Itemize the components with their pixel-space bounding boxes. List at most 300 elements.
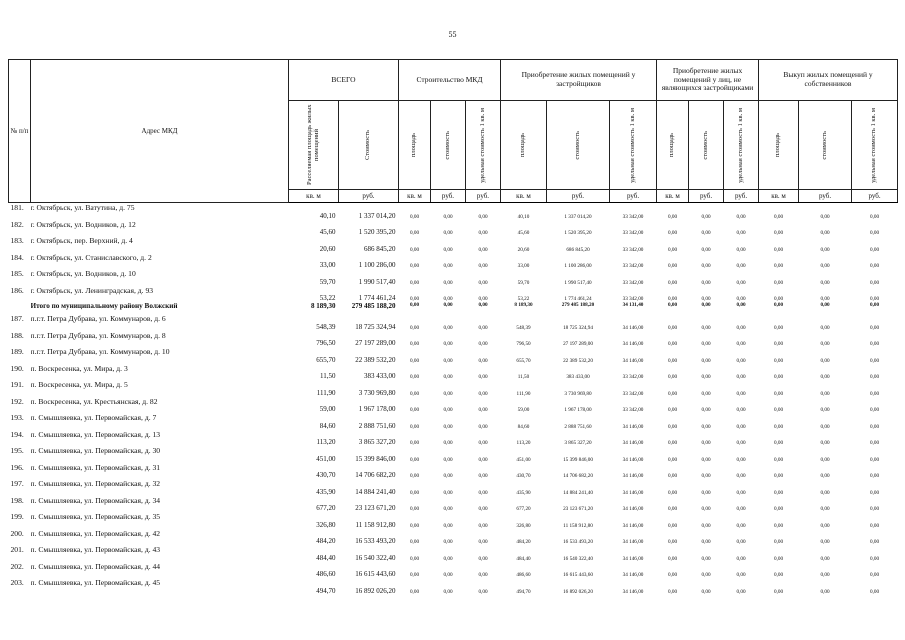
table-row: [9, 397, 898, 414]
value-cell: 0,00: [701, 588, 711, 595]
value-cell: 2 888 751,60: [358, 421, 396, 430]
value-cell: 3 865 327,20: [358, 438, 396, 446]
table-row: [9, 347, 898, 364]
value-cell: 0,00: [869, 341, 880, 347]
subheader-cell: стоимость: [799, 101, 852, 190]
row-number: 199.: [10, 512, 24, 521]
value-cell: 0,00: [869, 246, 880, 253]
value-cell: 0,00: [736, 489, 746, 496]
value-cell: 0,00: [869, 539, 880, 545]
value-cell: 0,00: [736, 263, 746, 269]
value-cell: 494,70: [316, 586, 336, 595]
value-cell: 34 146,00: [622, 423, 644, 430]
value-cell: 0,00: [701, 246, 711, 253]
value-cell: 0,00: [667, 572, 678, 578]
value-cell: 0,00: [773, 572, 784, 578]
value-cell: 1 990 517,40: [358, 277, 396, 286]
value-cell: 0,00: [773, 555, 784, 562]
unit-cell: руб.: [724, 190, 759, 203]
value-cell: 0,00: [773, 341, 784, 347]
row-number: 200.: [10, 528, 24, 538]
address-cell: п.г.т. Петра Дубрава, ул. Коммунаров, д. 6: [30, 314, 166, 323]
table-row: [9, 562, 898, 579]
table-row: [9, 253, 898, 270]
value-cell: 0,00: [820, 302, 830, 308]
value-cell: 0,00: [773, 588, 784, 595]
address-cell: п. Смышляевка, ул. Первомайская, д. 31: [30, 462, 161, 472]
value-cell: 0,00: [667, 506, 678, 512]
value-cell: 11,50: [517, 374, 530, 380]
value-cell: 0,00: [869, 407, 880, 413]
value-cell: 0,00: [820, 440, 830, 446]
value-cell: 0,00: [443, 279, 453, 286]
value-cell: 0,00: [701, 357, 711, 364]
value-cell: 0,00: [443, 357, 453, 364]
value-cell: 0,00: [443, 456, 453, 463]
value-cell: 59,70: [319, 277, 336, 286]
value-cell: 0,00: [773, 357, 784, 364]
table-row: [9, 545, 898, 562]
address-cell: г. Октябрьск, ул. Ленинградская, д. 93: [30, 285, 154, 295]
value-cell: 14 884 241,40: [355, 487, 396, 496]
value-cell: 34 146,00: [622, 456, 644, 463]
value-cell: 0,00: [409, 588, 420, 595]
row-number: 192.: [10, 396, 24, 406]
value-cell: 34 146,00: [622, 555, 644, 562]
row-number: 183.: [10, 236, 24, 245]
value-cell: 0,00: [773, 489, 784, 496]
unit-cell: руб.: [466, 190, 501, 203]
table-row: [9, 578, 898, 595]
value-cell: 0,00: [409, 324, 420, 331]
value-cell: 0,00: [773, 423, 784, 430]
value-cell: 0,00: [667, 555, 678, 562]
value-cell: 1 520 395,20: [564, 230, 592, 236]
value-cell: 0,00: [478, 263, 488, 269]
value-cell: 0,00: [869, 374, 880, 380]
value-cell: 0,00: [820, 588, 830, 595]
value-cell: 0,00: [701, 440, 711, 446]
value-cell: 0,00: [773, 374, 784, 380]
value-cell: 0,00: [820, 407, 830, 413]
value-cell: 0,00: [869, 263, 880, 269]
value-cell: 796,50: [516, 341, 531, 347]
value-cell: 0,00: [773, 506, 784, 512]
table-row: [9, 512, 898, 529]
value-cell: 383 433,00: [364, 372, 396, 380]
value-cell: 494,70: [516, 588, 531, 595]
value-cell: 0,00: [443, 522, 453, 529]
value-cell: 18 725 324,94: [563, 324, 593, 331]
value-cell: 0,00: [773, 473, 784, 479]
value-cell: 34 146,00: [622, 572, 644, 578]
value-cell: 22 389 532,20: [355, 355, 396, 364]
unit-cell: руб.: [339, 190, 399, 203]
value-cell: 40,10: [319, 211, 336, 220]
value-cell: 0,00: [667, 423, 678, 430]
value-cell: 0,00: [736, 407, 746, 413]
value-cell: 0,00: [409, 246, 420, 253]
value-cell: 0,00: [869, 489, 880, 496]
value-cell: 16 540 322,40: [563, 555, 593, 562]
value-cell: 40,10: [517, 213, 530, 220]
value-cell: 11,50: [320, 372, 336, 380]
value-cell: 0,00: [773, 440, 784, 446]
address-cell: г. Октябрьск, ул. Водников, д. 12: [30, 219, 136, 229]
value-cell: 0,00: [701, 407, 711, 413]
value-cell: 0,00: [478, 588, 488, 595]
value-cell: 53,22: [319, 294, 336, 302]
value-cell: 34 146,00: [622, 588, 644, 595]
value-cell: 34 146,00: [622, 324, 644, 331]
row-number: 184.: [10, 252, 24, 262]
unit-cell: руб.: [547, 190, 610, 203]
row-number: 191.: [10, 380, 24, 389]
value-cell: 486,60: [516, 572, 531, 578]
value-cell: 686 845,20: [566, 246, 590, 253]
value-cell: 548,39: [316, 322, 336, 331]
value-cell: 0,00: [409, 506, 420, 512]
value-cell: 16 615 443,60: [355, 570, 396, 578]
address-cell: п. Смышляевка, ул. Первомайская, д. 34: [30, 495, 161, 505]
table-row: [9, 220, 898, 237]
row-number: 203.: [10, 578, 24, 587]
value-cell: 0,00: [443, 246, 453, 253]
value-cell: 0,00: [736, 296, 746, 302]
value-cell: 113,20: [516, 440, 531, 446]
value-cell: 0,00: [773, 522, 784, 529]
value-cell: 0,00: [820, 374, 830, 380]
value-cell: 0,00: [736, 341, 746, 347]
value-cell: 1 337 014,20: [358, 211, 396, 220]
value-cell: 0,00: [443, 473, 453, 479]
value-cell: 677,20: [516, 506, 531, 512]
value-cell: 0,00: [701, 374, 711, 380]
value-cell: 15 399 846,00: [563, 456, 593, 463]
value-cell: 0,00: [409, 279, 420, 286]
value-cell: 0,00: [667, 213, 678, 220]
value-cell: 0,00: [409, 456, 420, 463]
value-cell: 0,00: [736, 279, 746, 286]
value-cell: 0,00: [409, 539, 420, 545]
group-header-buyout: Выкуп жилых помещений у собственников: [759, 60, 898, 101]
unit-cell: руб.: [689, 190, 724, 203]
value-cell: 0,00: [773, 456, 784, 463]
value-cell: 0,00: [478, 506, 488, 512]
value-cell: 0,00: [443, 423, 453, 430]
value-cell: 0,00: [736, 522, 746, 529]
unit-cell: кв. м: [657, 190, 689, 203]
value-cell: 0,00: [736, 246, 746, 253]
value-cell: 0,00: [736, 374, 746, 380]
value-cell: 0,00: [736, 555, 746, 562]
value-cell: 0,00: [869, 473, 880, 479]
value-cell: 18 725 324,94: [355, 322, 396, 331]
value-cell: 33,00: [319, 261, 336, 269]
column-header-address: Адрес МКД: [31, 60, 289, 203]
group-header-total: ВСЕГО: [289, 60, 399, 101]
address-cell: п. Смышляевка, ул. Первомайская, д. 42: [30, 528, 161, 538]
value-cell: 22 389 532,20: [563, 357, 593, 364]
value-cell: 0,00: [443, 407, 453, 413]
value-cell: 0,00: [409, 213, 420, 220]
value-cell: 0,00: [701, 555, 711, 562]
value-cell: 0,00: [409, 555, 420, 562]
table-row: [9, 269, 898, 286]
value-cell: 0,00: [701, 572, 711, 578]
table-row: [9, 331, 898, 348]
value-cell: 84,60: [319, 421, 336, 430]
row-number: 196.: [10, 462, 24, 472]
value-cell: 0,00: [478, 407, 488, 413]
value-cell: 0,00: [443, 230, 453, 236]
value-cell: 14 706 682,20: [563, 473, 593, 479]
value-cell: 33,00: [517, 263, 530, 269]
group-header-developers: Приобретение жилых помещений у застройщиков: [501, 60, 657, 101]
value-cell: 8 189,30: [514, 302, 533, 308]
value-cell: 0,00: [478, 473, 488, 479]
value-cell: 655,70: [316, 355, 336, 364]
row-number: 193.: [10, 413, 24, 422]
value-cell: 0,00: [409, 572, 420, 578]
value-cell: 33 342,00: [622, 390, 644, 397]
value-cell: 0,00: [736, 588, 746, 595]
value-cell: 14 884 241,40: [563, 489, 593, 496]
value-cell: 3 865 327,20: [564, 440, 592, 446]
value-cell: 1 774 461,24: [358, 294, 396, 302]
value-cell: 0,00: [667, 407, 678, 413]
unit-cell: кв. м: [501, 190, 547, 203]
address-cell: п. Воскресенка, ул. Крестьянская, д. 82: [30, 396, 158, 406]
value-cell: 0,00: [736, 357, 746, 364]
total-label: Итого по муниципальному району Волжский: [30, 302, 178, 310]
row-number: 197.: [10, 479, 24, 488]
table-row: [9, 463, 898, 480]
value-cell: 0,00: [773, 246, 784, 253]
value-cell: 0,00: [869, 213, 880, 220]
value-cell: 484,40: [316, 553, 336, 562]
value-cell: 0,00: [443, 341, 453, 347]
value-cell: 484,20: [316, 537, 336, 545]
value-cell: 0,00: [443, 263, 453, 269]
value-cell: 33 342,00: [622, 230, 644, 236]
value-cell: 34 146,00: [622, 506, 644, 512]
value-cell: 0,00: [820, 390, 830, 397]
value-cell: 548,39: [516, 324, 531, 331]
value-cell: 0,00: [443, 555, 453, 562]
value-cell: 0,00: [869, 555, 880, 562]
row-number: 188.: [10, 330, 24, 340]
value-cell: 11 158 912,80: [563, 522, 593, 529]
value-cell: 0,00: [773, 302, 784, 308]
value-cell: 0,00: [869, 506, 880, 512]
address-cell: п.г.т. Петра Дубрава, ул. Коммунаров, д. 8: [30, 330, 166, 340]
value-cell: 33 342,00: [622, 296, 644, 302]
value-cell: 0,00: [773, 407, 784, 413]
total-row: [9, 302, 898, 314]
table-row: [9, 430, 898, 447]
value-cell: 0,00: [701, 296, 711, 302]
value-cell: 0,00: [701, 522, 711, 529]
address-cell: п. Воскресенка, ул. Мира, д. 5: [30, 380, 128, 389]
value-cell: 686 845,20: [364, 244, 396, 253]
table-row: [9, 479, 898, 496]
subheader-cell: Стоимость: [339, 101, 399, 190]
value-cell: 484,40: [516, 555, 531, 562]
address-cell: п. Смышляевка, ул. Первомайская, д. 7: [30, 413, 157, 422]
value-cell: 84,60: [517, 423, 530, 430]
value-cell: 34 131,40: [622, 302, 644, 308]
value-cell: 0,00: [820, 213, 830, 220]
subheader-cell: площадь: [759, 101, 799, 190]
value-cell: 0,00: [409, 489, 420, 496]
value-cell: 0,00: [736, 539, 746, 545]
table-row: [9, 413, 898, 430]
table-row: [9, 380, 898, 397]
value-cell: 0,00: [478, 341, 488, 347]
value-cell: 0,00: [701, 324, 711, 331]
subheader-cell: стоимость: [431, 101, 466, 190]
value-cell: 0,00: [667, 230, 678, 236]
table-row: [9, 364, 898, 381]
value-cell: 0,00: [820, 279, 830, 286]
value-cell: 0,00: [820, 572, 830, 578]
subheader-cell: удельная стоимость 1 кв. м: [610, 101, 657, 190]
row-number: 186.: [10, 285, 24, 295]
value-cell: 34 146,00: [622, 522, 644, 529]
value-cell: 0,00: [820, 230, 830, 236]
value-cell: 1 100 286,00: [564, 263, 592, 269]
value-cell: 484,20: [516, 539, 531, 545]
row-number: 202.: [10, 561, 24, 571]
value-cell: 0,00: [820, 539, 830, 545]
value-cell: 1 100 286,00: [358, 261, 396, 269]
row-number: 201.: [10, 545, 24, 554]
table-body: [9, 203, 898, 595]
value-cell: 0,00: [869, 588, 880, 595]
address-cell: п.г.т. Петра Дубрава, ул. Коммунаров, д. 10: [30, 347, 170, 356]
value-cell: 0,00: [869, 572, 880, 578]
value-cell: 0,00: [478, 555, 488, 562]
value-cell: 0,00: [869, 230, 880, 236]
value-cell: 0,00: [443, 324, 453, 331]
value-cell: 0,00: [409, 440, 420, 446]
value-cell: 0,00: [773, 213, 784, 220]
value-cell: 0,00: [443, 213, 453, 220]
value-cell: 0,00: [478, 324, 488, 331]
value-cell: 0,00: [409, 522, 420, 529]
value-cell: 3 730 969,80: [358, 388, 396, 397]
value-cell: 0,00: [736, 456, 746, 463]
value-cell: 0,00: [478, 246, 488, 253]
value-cell: 0,00: [820, 246, 830, 253]
address-cell: г. Октябрьск, ул. Водников, д. 10: [30, 269, 136, 278]
value-cell: 16 540 322,40: [355, 553, 396, 562]
table-row: [9, 529, 898, 546]
value-cell: 0,00: [869, 456, 880, 463]
value-cell: 16 615 443,60: [563, 572, 593, 578]
value-cell: 0,00: [478, 213, 488, 220]
value-cell: 0,00: [701, 279, 711, 286]
value-cell: 677,20: [316, 504, 336, 512]
value-cell: 0,00: [667, 473, 678, 479]
table-row: [9, 496, 898, 513]
value-cell: 8 189,30: [311, 302, 336, 310]
value-cell: 0,00: [869, 296, 880, 302]
address-cell: п. Смышляевка, ул. Первомайская, д. 43: [30, 545, 161, 554]
value-cell: 34 146,00: [622, 473, 644, 479]
value-cell: 0,00: [736, 506, 746, 512]
value-cell: 0,00: [869, 357, 880, 364]
value-cell: 0,00: [478, 456, 488, 463]
unit-cell: кв. м: [289, 190, 339, 203]
row-number: [9, 302, 31, 314]
address-cell: п. Смышляевка, ул. Первомайская, д. 13: [30, 429, 161, 439]
value-cell: 1 967 178,00: [358, 405, 396, 413]
value-cell: 113,20: [316, 438, 336, 446]
value-cell: 0,00: [667, 341, 678, 347]
value-cell: 0,00: [478, 296, 488, 302]
value-cell: 0,00: [443, 572, 453, 578]
table-row: [9, 446, 898, 463]
column-header-num: № п/п: [9, 60, 31, 203]
value-cell: 15 399 846,00: [355, 454, 396, 463]
value-cell: 279 485 188,20: [351, 302, 396, 310]
value-cell: 0,00: [701, 506, 711, 512]
value-cell: 0,00: [443, 374, 453, 380]
value-cell: 33 342,00: [622, 407, 644, 413]
value-cell: 0,00: [773, 296, 784, 302]
table-row: [9, 286, 898, 303]
value-cell: 0,00: [443, 390, 453, 397]
value-cell: 33 342,00: [622, 263, 644, 269]
value-cell: 0,00: [773, 230, 784, 236]
value-cell: 0,00: [773, 539, 784, 545]
value-cell: 0,00: [478, 489, 488, 496]
value-cell: 1 520 395,20: [358, 228, 396, 236]
value-cell: 0,00: [701, 423, 711, 430]
value-cell: 0,00: [820, 423, 830, 430]
value-cell: 0,00: [820, 456, 830, 463]
value-cell: 0,00: [478, 279, 488, 286]
table-row: [9, 314, 898, 331]
value-cell: 34 146,00: [622, 440, 644, 446]
value-cell: 0,00: [409, 473, 420, 479]
value-cell: 34 146,00: [622, 357, 644, 364]
value-cell: 435,90: [316, 487, 336, 496]
value-cell: 59,70: [517, 279, 530, 286]
value-cell: 27 197 289,00: [355, 339, 396, 347]
value-cell: 0,00: [820, 341, 830, 347]
value-cell: 0,00: [869, 302, 880, 308]
value-cell: 16 533 493,20: [563, 539, 593, 545]
value-cell: 0,00: [667, 440, 678, 446]
value-cell: 23 123 671,20: [355, 504, 396, 512]
value-cell: 59,00: [517, 407, 530, 413]
value-cell: 0,00: [667, 246, 678, 253]
value-cell: 0,00: [478, 374, 488, 380]
address-cell: п. Смышляевка, ул. Первомайская, д. 32: [30, 479, 161, 488]
value-cell: 0,00: [820, 296, 830, 302]
subheader-cell: стоимость: [547, 101, 610, 190]
value-cell: 111,90: [516, 390, 531, 397]
value-cell: 0,00: [409, 407, 420, 413]
value-cell: 1 774 461,24: [564, 296, 592, 302]
value-cell: 0,00: [667, 357, 678, 364]
address-cell: п. Смышляевка, ул. Первомайская, д. 44: [30, 561, 161, 571]
row-number: 187.: [10, 314, 24, 323]
value-cell: 0,00: [701, 263, 711, 269]
